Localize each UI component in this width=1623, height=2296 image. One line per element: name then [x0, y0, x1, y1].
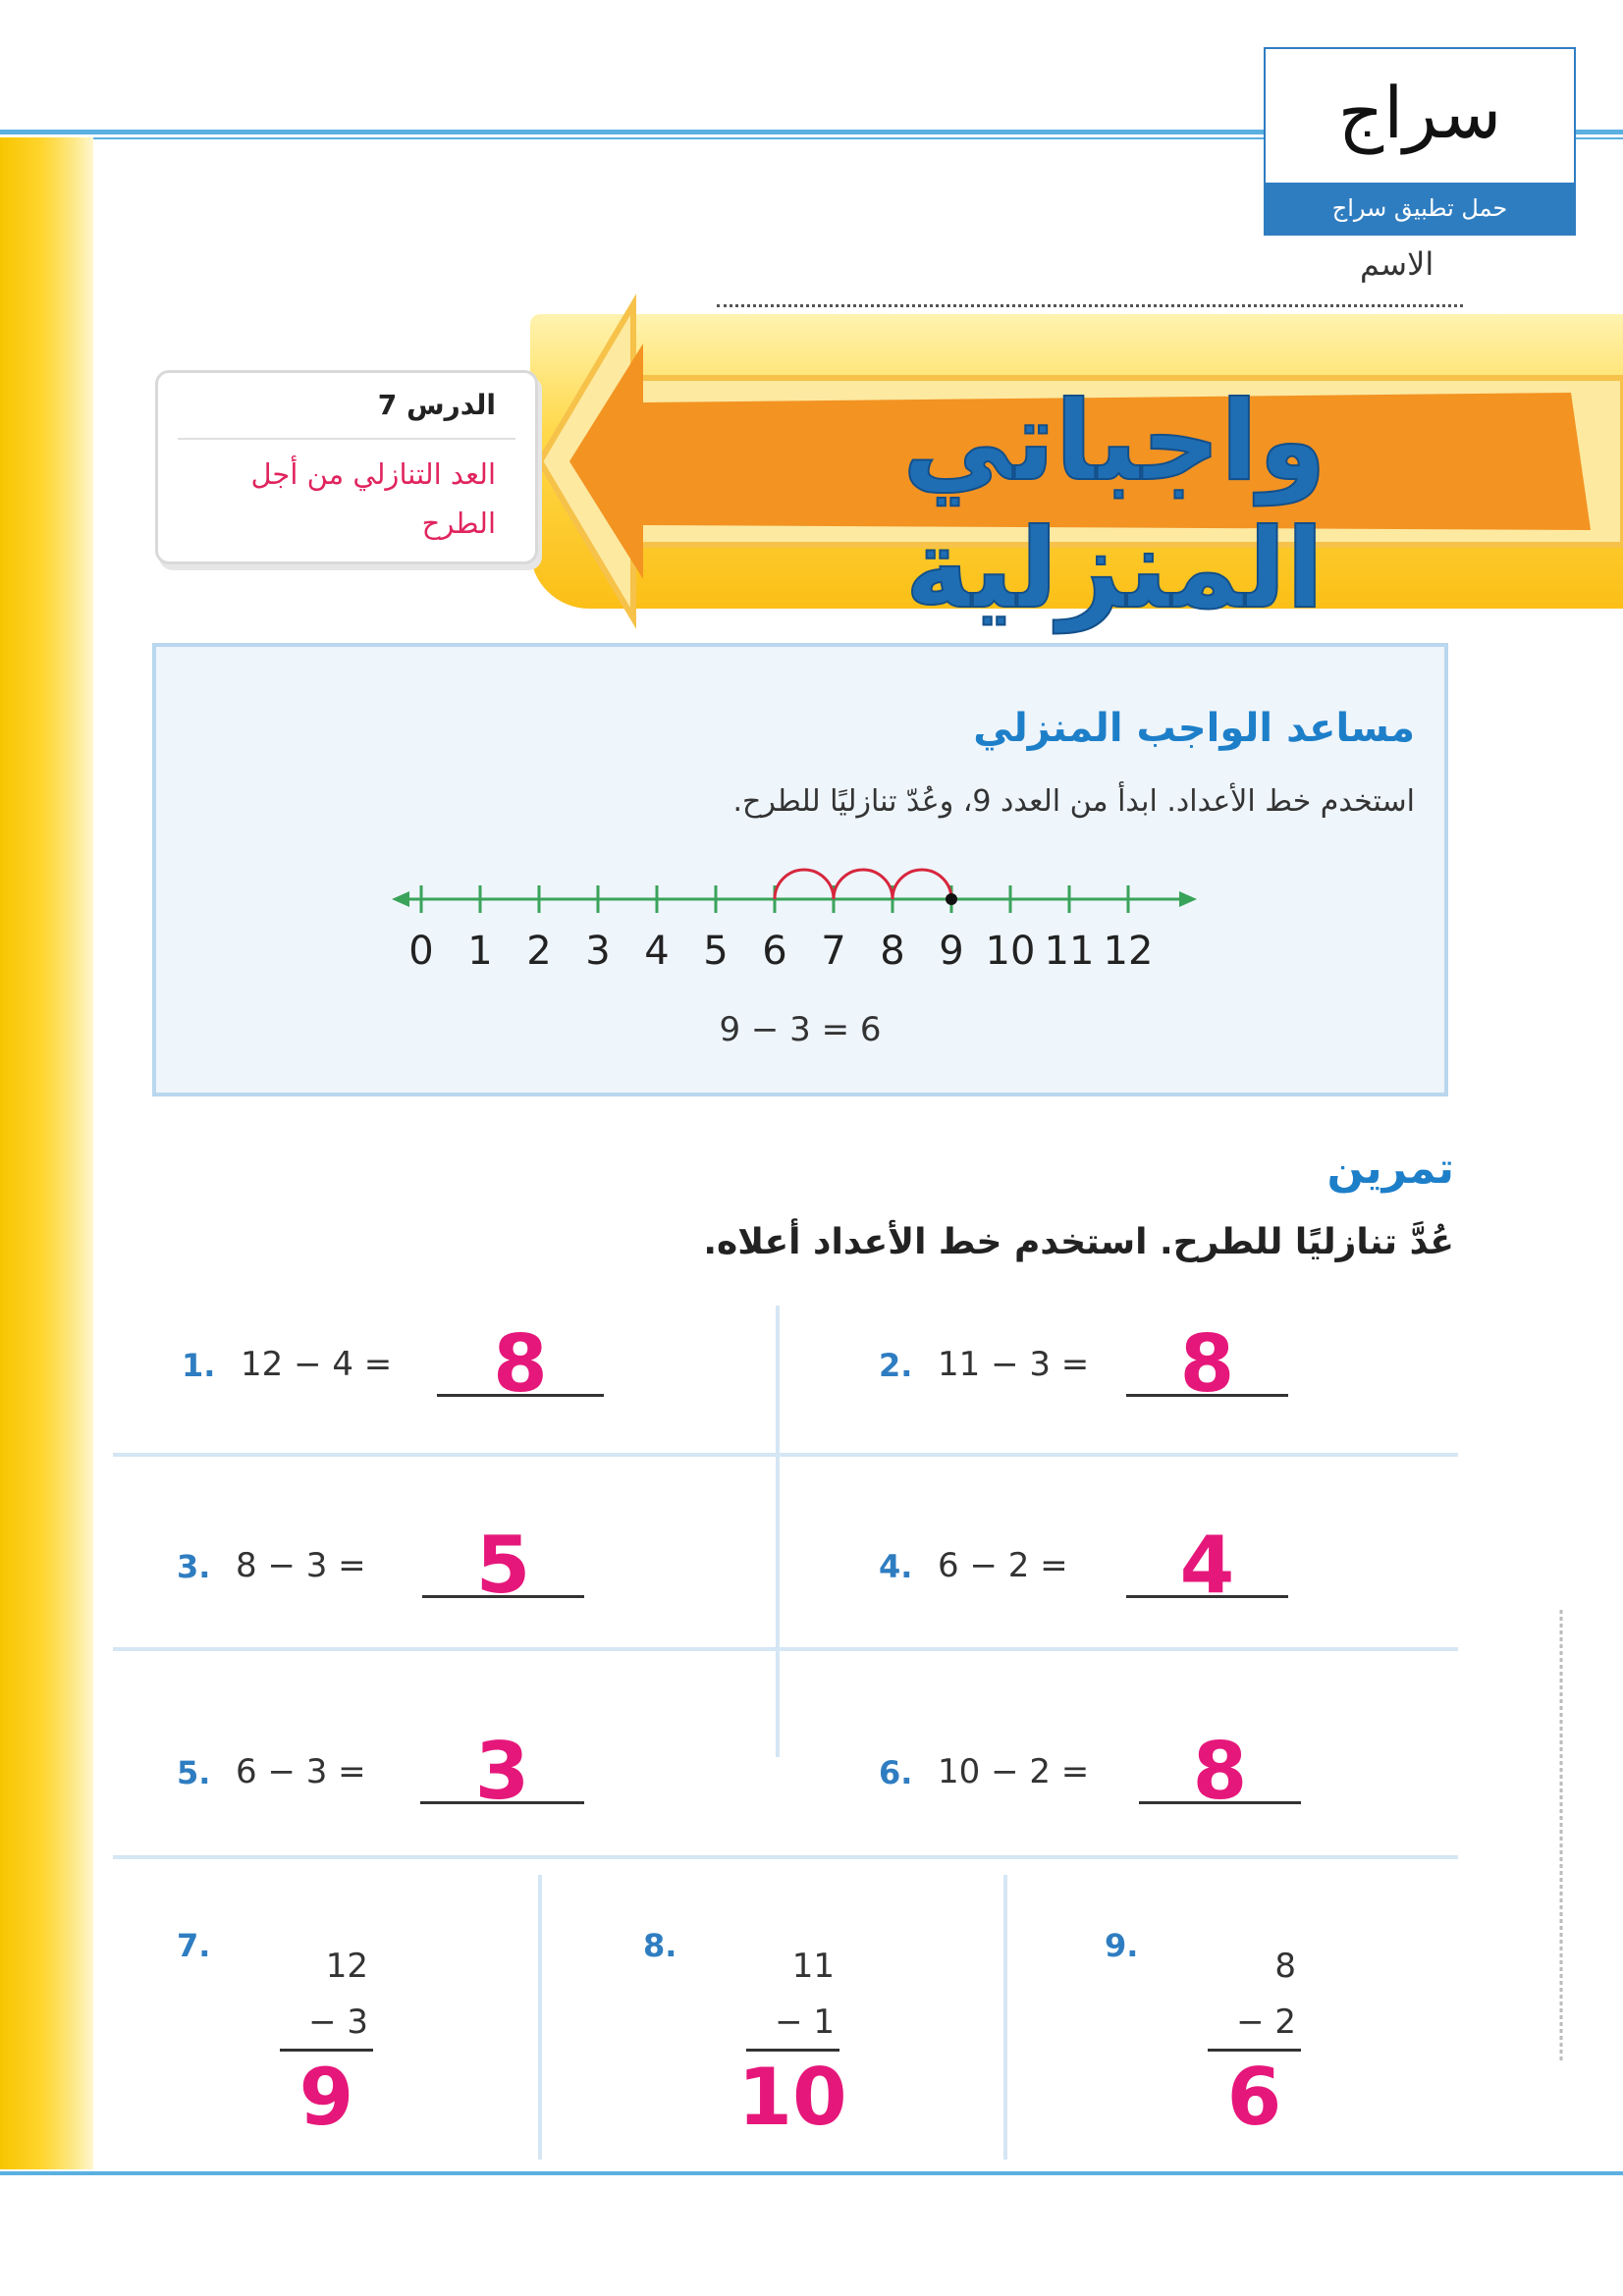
answer-field[interactable] — [1126, 1318, 1288, 1410]
problem-expression: 11 − 3 = — [938, 1345, 1090, 1384]
minuend: 11 — [791, 1947, 835, 1986]
grid-divider — [113, 1453, 1458, 1457]
answer-value: 5 — [475, 1520, 531, 1611]
number-line-label: 3 — [585, 929, 611, 974]
banner-title: واجباتي المنزلية — [902, 378, 1326, 633]
practice-instruction: عُدَّ تنازليًا للطرح. استخدم خط الأعداد أعلاه. — [703, 1222, 1454, 1262]
problem-number: 5. — [177, 1754, 211, 1791]
problem-number: 3. — [177, 1548, 211, 1585]
number-line-label: 6 — [762, 929, 787, 974]
problem-3 — [177, 1520, 619, 1625]
answer-field[interactable] — [1139, 1726, 1301, 1817]
number-line-label: 9 — [939, 929, 964, 974]
problem-number: 4. — [879, 1548, 913, 1585]
subtrahend: − 2 — [1236, 2002, 1296, 2042]
logo-text: سراج — [1337, 72, 1502, 154]
problem-1 — [182, 1318, 623, 1423]
problem-6 — [879, 1726, 1340, 1831]
problem-expression: 8 − 3 = — [236, 1546, 366, 1585]
lesson-card — [155, 370, 538, 564]
number-line — [392, 858, 1197, 986]
minuend: 12 — [325, 1947, 368, 1986]
answer-field[interactable] — [420, 1726, 584, 1817]
grid-divider-vertical — [776, 1306, 780, 1757]
grid-divider-vertical — [538, 1875, 542, 2160]
answer-value[interactable]: 9 — [298, 2052, 354, 2143]
number-line-label: 11 — [1044, 929, 1095, 974]
problem-number: 8. — [643, 1927, 677, 1964]
minuend: 8 — [1274, 1947, 1296, 1986]
number-line-label: 5 — [703, 929, 729, 974]
left-decorative-stripe — [0, 137, 93, 2169]
number-line-label: 1 — [467, 929, 493, 974]
problem-number: 1. — [182, 1347, 216, 1384]
helper-instruction: استخدم خط الأعداد. ابدأ من العدد 9، وعُدّ تنازليًا للطرح. — [732, 784, 1415, 819]
problem-4 — [879, 1520, 1321, 1625]
problem-number: 6. — [879, 1754, 913, 1791]
problem-expression: 6 − 3 = — [236, 1752, 366, 1791]
number-line-label: 0 — [408, 929, 434, 974]
number-line-label: 8 — [880, 929, 905, 974]
problem-expression: 6 − 2 = — [938, 1546, 1068, 1585]
number-line-label: 4 — [644, 929, 670, 974]
bottom-rule — [0, 2171, 1623, 2175]
practice-title: تمرين — [1326, 1144, 1454, 1194]
helper-equation: 9 − 3 = 6 — [719, 1010, 882, 1049]
answer-field[interactable] — [422, 1520, 584, 1611]
problem-5 — [177, 1726, 619, 1831]
answer-value: 8 — [1192, 1726, 1248, 1817]
problem-8 — [643, 1919, 879, 2145]
name-label: الاسم — [1360, 245, 1434, 283]
problem-2 — [879, 1318, 1321, 1423]
answer-field[interactable] — [437, 1318, 604, 1410]
grid-divider — [113, 1855, 1458, 1859]
problem-9 — [1105, 1919, 1340, 2145]
problem-expression: 12 − 4 = — [241, 1345, 393, 1384]
answer-value: 8 — [1179, 1318, 1235, 1410]
siraj-logo — [1264, 47, 1576, 236]
number-line-label: 10 — [985, 929, 1036, 974]
answer-value: 3 — [474, 1726, 530, 1817]
problem-7 — [177, 1919, 412, 2145]
copyright-strip — [1551, 1610, 1571, 2061]
lesson-divider — [178, 438, 515, 440]
problem-number: 2. — [879, 1347, 913, 1384]
answer-value[interactable]: 10 — [737, 2052, 847, 2143]
lesson-number: الدرس 7 — [377, 389, 496, 421]
number-line-label: 2 — [526, 929, 552, 974]
grid-divider-vertical — [1003, 1875, 1007, 2160]
grid-divider — [113, 1647, 1458, 1651]
subtrahend: − 3 — [308, 2002, 368, 2042]
answer-value: 4 — [1179, 1520, 1235, 1611]
problem-number: 7. — [177, 1927, 211, 1964]
number-line-label: 12 — [1103, 929, 1154, 974]
problem-expression: 10 − 2 = — [938, 1752, 1090, 1791]
subtrahend: − 1 — [775, 2002, 835, 2042]
answer-value: 8 — [493, 1318, 548, 1410]
number-line-label: 7 — [821, 929, 846, 974]
answer-field[interactable] — [1126, 1520, 1288, 1611]
helper-title: مساعد الواجب المنزلي — [973, 706, 1415, 751]
problem-number: 9. — [1105, 1927, 1139, 1964]
answer-value[interactable]: 6 — [1226, 2052, 1282, 2143]
logo-band: حمل تطبيق سراج — [1266, 183, 1574, 234]
lesson-title: العد التنازلي من أجل الطرح — [250, 457, 496, 540]
homework-helper-box — [152, 643, 1448, 1096]
